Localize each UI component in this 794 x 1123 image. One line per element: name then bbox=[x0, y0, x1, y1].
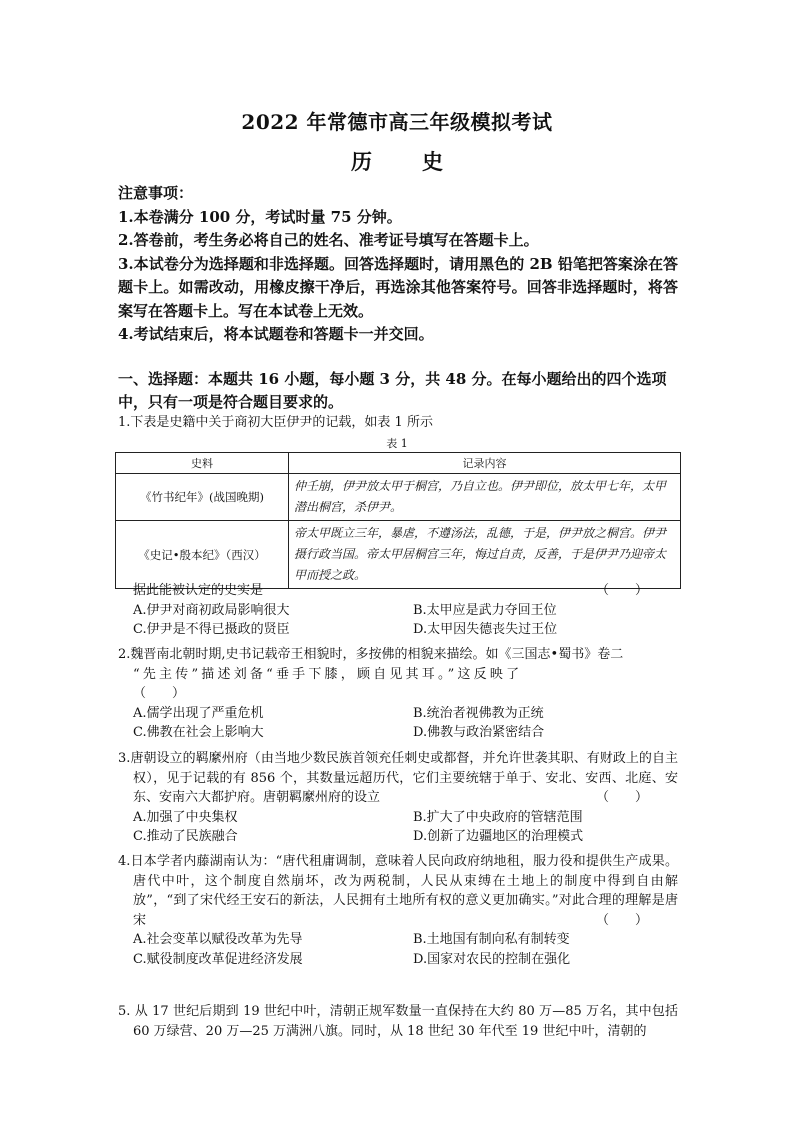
question-2-text: 2.魏晋南北朝时期,史书记载帝王相貌时，多按佛的相貌来描绘。如《三国志•蜀书》卷二 bbox=[118, 647, 624, 662]
instructions-heading: 注意事项： bbox=[118, 184, 194, 202]
option-d: D.太甲因失德丧失过王位 bbox=[413, 622, 558, 637]
option-d: D.国家对农民的控制在强化 bbox=[413, 951, 571, 967]
exam-title: 2022 年常德市高三年级模拟考试 bbox=[241, 110, 553, 134]
question-3 bbox=[118, 749, 678, 847]
question-1-body bbox=[118, 581, 678, 640]
option-c: C.推动了民族融合 bbox=[133, 829, 238, 844]
option-a: A.儒学出现了严重危机 bbox=[133, 705, 264, 721]
answer-blank: （ ） bbox=[595, 583, 648, 598]
option-b: B.土地国有制向私有制转变 bbox=[413, 932, 570, 947]
question-5 bbox=[118, 1002, 678, 1041]
question-1-text: 1.下表是史籍中关于商初大臣伊尹的记载，如表 1 所示 bbox=[118, 415, 433, 430]
subject-char-1: 历 bbox=[351, 149, 372, 174]
question-4 bbox=[118, 852, 678, 969]
question-4-text: 4.日本学者内藤湖南认为：“唐代租庸调制，意味着人民向政府纳地租，服力役和提供生产成果。唐代中叶，这个制度自然崩坏，改为两税制，人民从束缚在土地上的制度中得到自由解放”，“到了宋代经王安石的新法，人民拥有土地所有权的意义更加确实。”对此合理的理解是唐宋 bbox=[118, 854, 678, 928]
option-a: A.伊尹对商初政局影响很大 bbox=[133, 602, 290, 618]
section-heading: 一、选择题：本题共 16 小题，每小题 3 分，共 48 分。在每小题给出的四个选项中，只有一项是符合题目要求的。 bbox=[118, 370, 667, 411]
instruction-item: 4.考试结束后，将本试题卷和答题卡一并交回。 bbox=[118, 325, 434, 343]
subject-char-2: 史 bbox=[422, 149, 443, 174]
question-2-text-cont: “先主传”描述刘备“垂手下膝，顾自见其耳。”这反映了 bbox=[133, 666, 523, 682]
instructions bbox=[118, 182, 678, 347]
option-a: A.加强了中央集权 bbox=[133, 809, 238, 825]
question-2 bbox=[118, 645, 678, 743]
question-1-stem bbox=[118, 413, 678, 433]
answer-blank: （ ） bbox=[595, 790, 648, 805]
option-a: A.社会变革以赋役改革为先导 bbox=[133, 932, 303, 947]
table-cell-content: 仲壬崩，伊尹放太甲于桐宫，乃自立也。伊尹即位，放太甲七年，太甲潜出桐宫，杀伊尹。 bbox=[289, 474, 681, 521]
question-1-prompt: 据此能被认定的史实是 bbox=[133, 583, 264, 598]
option-b: B.统治者视佛教为正统 bbox=[413, 705, 544, 721]
table-header-source: 史料 bbox=[116, 453, 289, 474]
subject-title bbox=[0, 146, 794, 176]
answer-blank: （ ） bbox=[133, 686, 186, 701]
table-header-row bbox=[116, 453, 681, 474]
instruction-item: 1.本卷满分 100 分，考试时量 75 分钟。 bbox=[118, 207, 402, 226]
option-c: C.赋役制度改革促进经济发展 bbox=[133, 951, 303, 967]
table-header-content: 记录内容 bbox=[289, 453, 681, 474]
question-1-table bbox=[115, 452, 681, 589]
option-b: B.扩大了中央政府的管辖范围 bbox=[413, 809, 583, 825]
question-3-text: 3.唐朝设立的羁縻州府（由当地少数民族首领充任刺史或都督，并允许世袭其职、有财政上的自主权），见于记载的有 856 个，其数量远超历代，它们主要统辖于单于、安北、安西、北庭、安东、安南六大都护府。唐朝羁縻州府的设立 bbox=[118, 751, 678, 805]
instruction-item: 2.答卷前，考生务必将自己的姓名、准考证号填写在答题卡上。 bbox=[118, 231, 539, 249]
option-d: D.创新了边疆地区的治理模式 bbox=[413, 829, 584, 844]
answer-blank: （ ） bbox=[595, 912, 648, 928]
table-cell-content: 帝太甲既立三年，暴虐，不遵汤法，乱德，于是，伊尹放之桐宫。伊尹摄行政当国。帝太甲居桐宫三年，悔过自责，反善，于是伊尹乃迎帝太甲而授之政。 bbox=[289, 521, 681, 589]
option-c: C.伊尹是不得已摄政的贤臣 bbox=[133, 622, 290, 637]
table-row bbox=[116, 521, 681, 589]
table-cell-source: 《史记•殷本纪》（西汉） bbox=[116, 521, 289, 589]
table-cell-source: 《竹书纪年》(战国晚期) bbox=[116, 474, 289, 521]
table-caption: 表 1 bbox=[386, 437, 408, 450]
option-d: D.佛教与政治紧密结合 bbox=[413, 725, 545, 740]
table-row bbox=[116, 474, 681, 521]
instruction-item: 3.本试卷分为选择题和非选择题。回答选择题时，请用黑色的 2B 铅笔把答案涂在答题卡上。如需改动，用橡皮擦干净后，再选涂其他答案符号。回答非选择题时，将答案写在答题卡上。写在本试卷上无效。 bbox=[118, 254, 678, 320]
option-c: C.佛教在社会上影响大 bbox=[133, 725, 264, 740]
question-5-text: 5. 从 17 世纪后期到 19 世纪中叶，清朝正规军数量一直保持在大约 80 万—85 万名，其中包括 60 万绿营、20 万—25 万满洲八旗。同时，从 18 世纪 30 年代至 19 世纪中叶，清朝的 bbox=[118, 1004, 678, 1039]
option-b: B.太甲应是武力夺回王位 bbox=[413, 602, 557, 618]
